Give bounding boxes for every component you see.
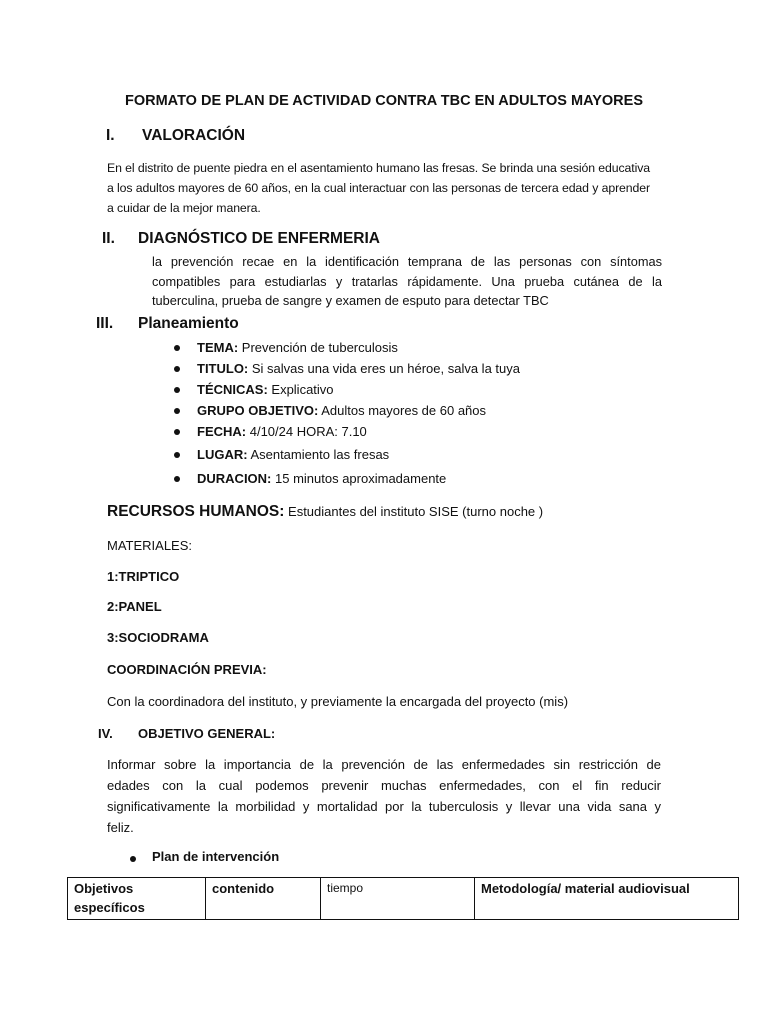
- section-3-title: Planeamiento: [138, 315, 239, 332]
- section-2-line: tuberculina, prueba de sangre y examen de esputo para detectar TBC: [152, 293, 549, 308]
- section-2-line: compatibles para estudiarlas y tratarlas rápidamente. Una prueba cutánea de la: [152, 273, 662, 289]
- table-header-cell: contenido: [206, 878, 321, 920]
- document-title: FORMATO DE PLAN DE ACTIVIDAD CONTRA TBC EN ADULTOS MAYORES: [125, 93, 643, 109]
- bullet-icon: [174, 345, 180, 351]
- planning-list: [197, 337, 637, 489]
- planning-item-titulo: TITULO: Si salvas una vida eres un héroe, salva la tuya: [197, 358, 637, 379]
- bullet-icon: [174, 429, 180, 435]
- bullet-icon: [174, 387, 180, 393]
- bullet-icon: [174, 476, 180, 482]
- section-4-line: significativamente la morbilidad y mortalidad por la tuberculosis y llevar una vida sana y: [107, 799, 661, 814]
- bullet-icon: [174, 452, 180, 458]
- table-header-cell: Objetivos específicos: [68, 878, 206, 920]
- table-header-row: [68, 878, 739, 920]
- section-1-line: En el distrito de puente piedra en el asentamiento humano las fresas. Se brinda una sesión educativa: [107, 161, 651, 175]
- bullet-icon: [174, 366, 180, 372]
- bullet-icon: [174, 408, 180, 414]
- material-item: 2:PANEL: [107, 599, 162, 614]
- section-4-line: feliz.: [107, 820, 134, 835]
- table-header-cell: Metodología/ material audiovisual: [475, 878, 739, 920]
- planning-item-tecnicas: TÉCNICAS: Explicativo: [197, 379, 637, 400]
- table-header-cell: tiempo: [321, 878, 475, 920]
- section-2-title: DIAGNÓSTICO DE ENFERMERIA: [138, 230, 380, 247]
- section-1-number: I.: [106, 127, 115, 144]
- section-2-paragraph: [152, 252, 662, 311]
- planning-item-grupo-objetivo: GRUPO OBJETIVO: Adultos mayores de 60 años: [197, 400, 637, 421]
- intervention-table: [67, 877, 739, 920]
- intervention-plan-label: Plan de intervención: [152, 849, 280, 864]
- section-4-line: edades con la cual podemos prevenir muchas enfermedades, con el fin reducir: [107, 778, 661, 793]
- section-3-number: III.: [96, 315, 114, 332]
- section-4-line: Informar sobre la importancia de la prevención de las enfermedades sin restricción de: [107, 757, 661, 772]
- section-1-title: VALORACIÓN: [142, 127, 246, 144]
- section-1-line: a cuidar de la mejor manera.: [107, 201, 261, 215]
- planning-item-tema: TEMA: Prevención de tuberculosis: [197, 337, 637, 358]
- section-4-number: IV.: [98, 726, 113, 741]
- planning-item-duracion: DURACION: 15 minutos aproximadamente: [197, 468, 637, 489]
- materials-label: MATERIALES:: [107, 538, 193, 553]
- section-1-paragraph: [107, 158, 677, 218]
- section-4-title: OBJETIVO GENERAL:: [138, 726, 276, 741]
- section-2-line: la prevención recae en la identificación temprana de las personas con síntomas: [152, 254, 662, 269]
- bullet-icon: [130, 856, 136, 862]
- material-item: 1:TRIPTICO: [107, 569, 180, 584]
- human-resources: [107, 503, 543, 521]
- planning-item-fecha: FECHA: 4/10/24 HORA: 7.10: [197, 421, 637, 444]
- planning-item-lugar: LUGAR: Asentamiento las fresas: [197, 444, 637, 468]
- human-resources-value: Estudiantes del instituto SISE (turno noche ): [284, 504, 544, 519]
- material-item: 3:SOCIODRAMA: [107, 630, 209, 645]
- coordination-text: Con la coordinadora del instituto, y previamente la encargada del proyecto (mis): [107, 694, 569, 709]
- section-1-line: a los adultos mayores de 60 años, en la cual interactuar con las personas de tercera edad y aprender: [107, 181, 651, 195]
- section-2-number: II.: [102, 230, 115, 247]
- intervention-plan-item: [152, 849, 279, 864]
- section-4-paragraph: [107, 754, 661, 838]
- coordination-label: COORDINACIÓN PREVIA:: [107, 662, 267, 677]
- human-resources-label: RECURSOS HUMANOS:: [107, 503, 285, 520]
